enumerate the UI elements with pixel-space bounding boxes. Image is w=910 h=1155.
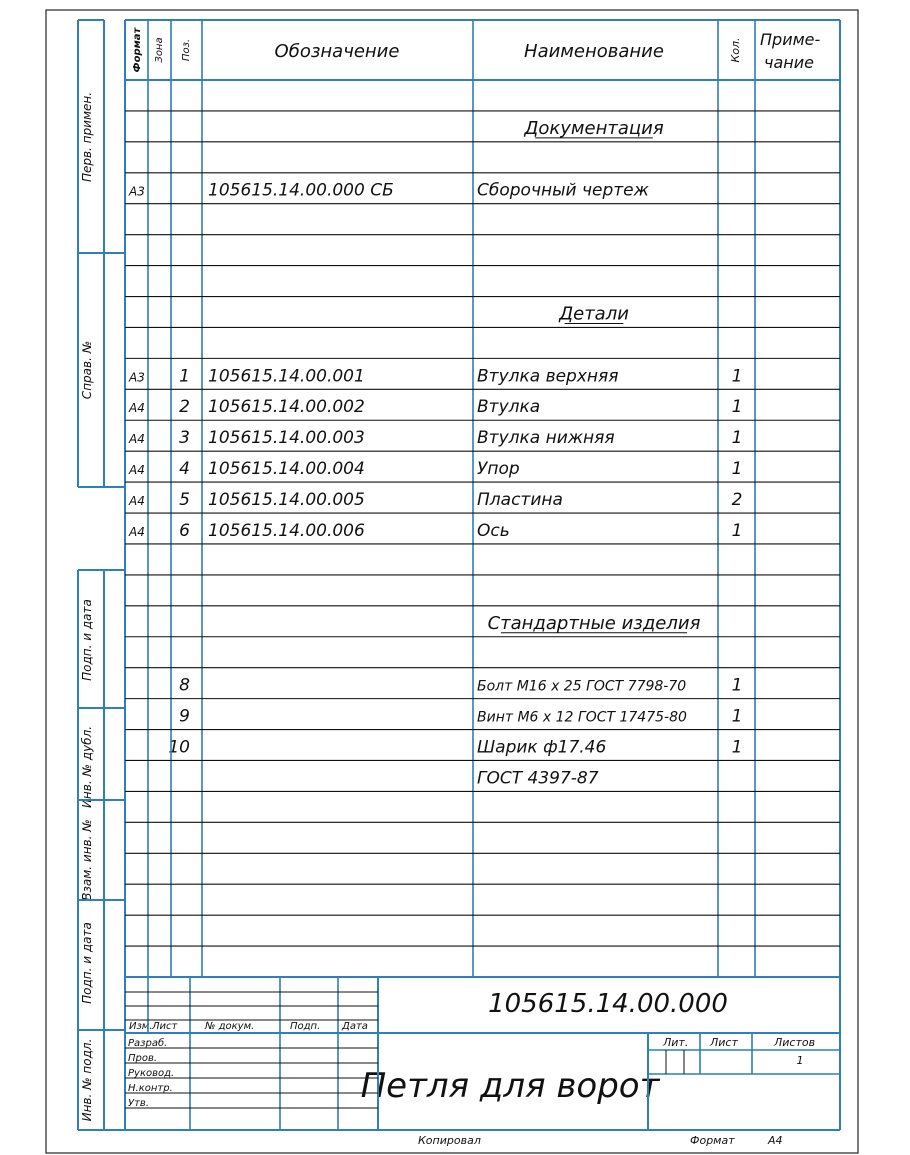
- side-label-vzam-inv: Взам. инв. №: [80, 819, 94, 901]
- col-list: Лист: [152, 1021, 178, 1032]
- role-prov: Пров.: [128, 1053, 158, 1064]
- footer-copied: Копировал: [418, 1134, 481, 1147]
- col-podp: Подп.: [290, 1021, 321, 1032]
- side-label-podp-data-1: Подп. и дата: [80, 599, 94, 681]
- col-izm: Изм.: [129, 1021, 153, 1032]
- header-note-line1: Приме-: [760, 30, 821, 49]
- sheets-label: Листов: [774, 1036, 816, 1049]
- sheet-label: Лист: [710, 1036, 738, 1049]
- cell-name: ГОСТ 4397-87: [477, 768, 599, 789]
- footer-format-value: А4: [768, 1134, 783, 1147]
- section-heading: Детали: [559, 303, 629, 325]
- cell-quantity: 1: [731, 520, 743, 541]
- side-label-sprav: Справ. №: [80, 340, 94, 400]
- cell-quantity: 1: [731, 706, 743, 727]
- cell-name: Упор: [477, 459, 520, 480]
- cell-format: А4: [129, 524, 145, 539]
- cell-quantity: 1: [731, 366, 743, 387]
- role-utv: Утв.: [128, 1098, 149, 1109]
- cell-position: 10: [168, 737, 190, 758]
- side-label-perv-primen: Перв. примен.: [80, 91, 94, 183]
- document-title: Петля для ворот: [360, 1066, 660, 1106]
- header-name: Наименование: [524, 41, 664, 62]
- cell-designation: 105615.14.00.001: [208, 366, 365, 387]
- role-razrab: Разраб.: [128, 1038, 168, 1049]
- footer-format-label: Формат: [690, 1134, 735, 1147]
- header-note-line2: чание: [764, 53, 814, 72]
- cell-format: А4: [129, 401, 145, 416]
- cell-position: 8: [179, 675, 190, 696]
- cell-designation: 105615.14.00.003: [208, 428, 365, 449]
- cell-designation: 105615.14.00.005: [208, 490, 365, 511]
- cell-position: 3: [179, 428, 190, 449]
- cell-quantity: 1: [731, 459, 743, 480]
- cell-position: 6: [179, 520, 190, 541]
- cell-designation: 105615.14.00.000 СБ: [208, 180, 394, 201]
- role-rukovod: Руковод.: [128, 1068, 175, 1079]
- section-heading: Стандартные изделия: [487, 612, 701, 634]
- header-quantity: Кол.: [729, 37, 742, 63]
- cell-format: А3: [129, 370, 145, 385]
- cell-quantity: 2: [731, 490, 743, 511]
- lit-label: Лит.: [663, 1036, 689, 1049]
- cell-name: Втулка верхняя: [477, 366, 619, 387]
- table-grid: [78, 20, 840, 1130]
- cell-name: Сборочный чертеж: [477, 180, 649, 201]
- cell-position: 9: [179, 706, 190, 727]
- cell-quantity: 1: [731, 397, 743, 418]
- title-block: [128, 989, 815, 1109]
- cell-name: Втулка: [477, 397, 541, 418]
- side-label-inv-dubl: Инв. № дубл.: [80, 725, 94, 809]
- sheet-footer: [418, 1134, 783, 1147]
- cell-quantity: 1: [731, 675, 743, 696]
- document-number: 105615.14.00.000: [488, 989, 728, 1019]
- header-designation: Обозначение: [274, 41, 400, 62]
- col-docum: № докум.: [205, 1021, 255, 1032]
- cell-name: Шарик ф17.46: [477, 737, 607, 758]
- col-data: Дата: [342, 1021, 368, 1032]
- header-position: Поз.: [181, 38, 192, 62]
- cell-name: Ось: [477, 520, 510, 541]
- cell-designation: 105615.14.00.004: [208, 459, 365, 480]
- cell-format: А4: [129, 494, 145, 509]
- cell-designation: 105615.14.00.006: [208, 520, 365, 541]
- page-border: [46, 10, 858, 1153]
- cell-name: Винт М6 х 12 ГОСТ 17475-80: [477, 709, 687, 726]
- cell-position: 5: [179, 490, 190, 511]
- cell-designation: 105615.14.00.002: [208, 397, 365, 418]
- side-label-podp-data-2: Подп. и дата: [80, 922, 94, 1004]
- section-heading: Документация: [524, 117, 664, 139]
- cell-position: 4: [179, 459, 190, 480]
- cell-position: 2: [179, 397, 190, 418]
- cell-format: А4: [129, 463, 145, 478]
- cell-quantity: 1: [731, 737, 743, 758]
- cell-position: 1: [179, 366, 190, 387]
- spec-table-body: [128, 118, 742, 789]
- side-labels: [80, 92, 94, 1121]
- cell-name: Втулка нижняя: [477, 428, 615, 449]
- cell-format: А3: [129, 184, 145, 199]
- side-label-inv-podl: Инв. № подл.: [80, 1038, 94, 1122]
- cell-name: Пластина: [477, 490, 563, 511]
- cell-format: А4: [129, 432, 145, 447]
- cell-quantity: 1: [731, 428, 743, 449]
- header-format: Формат: [132, 27, 143, 73]
- sheets-value: 1: [796, 1054, 804, 1067]
- header-zone: Зона: [154, 37, 165, 63]
- role-nkontr: Н.контр.: [128, 1083, 173, 1094]
- cell-name: Болт М16 х 25 ГОСТ 7798-70: [477, 678, 687, 695]
